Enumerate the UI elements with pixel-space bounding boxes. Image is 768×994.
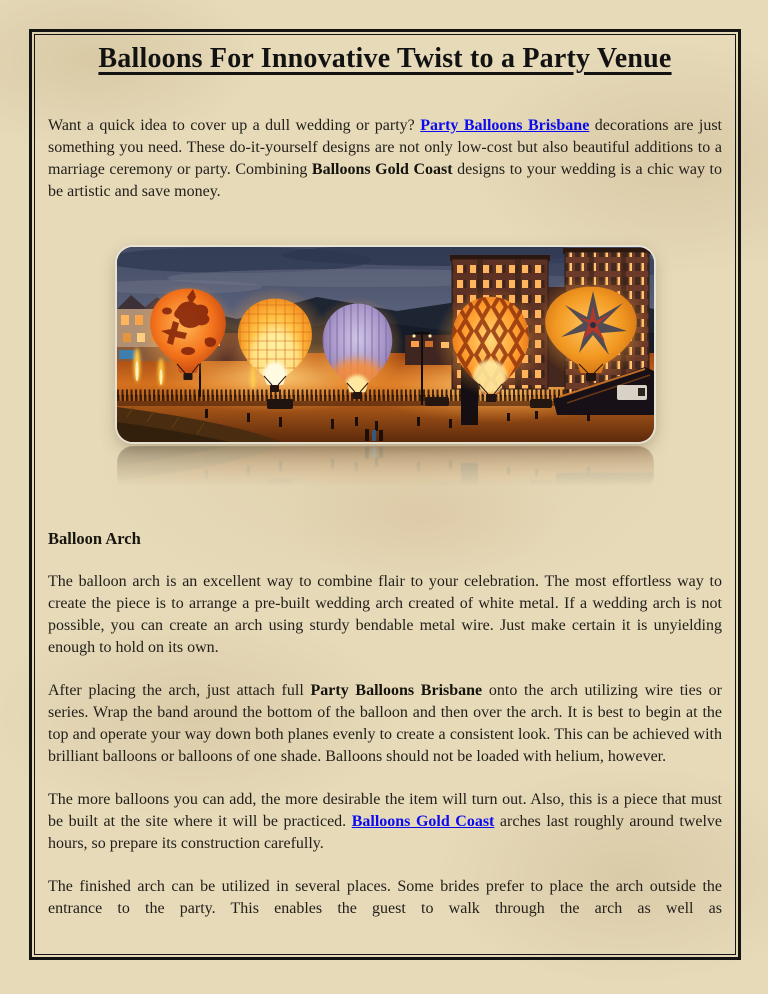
paragraph-text: After placing the arch, just attach full xyxy=(48,682,311,699)
party-balloons-brisbane-bold: Party Balloons Brisbane xyxy=(310,682,483,699)
photo-image xyxy=(117,247,654,442)
paragraph-text: arches last roughly around twelve hours, so prepare its construction carefully. xyxy=(48,813,723,852)
balloon-night-scene-mirror xyxy=(117,446,654,492)
paragraph-text: decorations are just something you need. These do-it-yourself designs are not only low-cost but also beautiful additions to a marriage ceremony or party. Combining xyxy=(48,117,723,178)
paragraph-text: Want a quick idea to cover up a dull wedding or party? xyxy=(48,117,421,134)
body-paragraph xyxy=(48,789,722,855)
paragraph-text: designs to your wedding is a chic way to be artistic and save money. xyxy=(48,161,722,200)
balloons-gold-coast-bold: Balloons Gold Coast xyxy=(311,161,453,178)
balloon-festival-photo xyxy=(117,247,654,492)
body-paragraph xyxy=(48,680,722,768)
body-paragraph: The balloon arch is an excellent way to combine flair to your celebration. The most effortless way to create the piece is to arrange a pre-built wedding arch created of white metal. If a wedding arch is not possible, you can create an arch using sturdy bendable metal wire. Just make certain it is unyielding enough to hold on its own. xyxy=(48,573,722,656)
intro-paragraph xyxy=(48,115,722,203)
party-balloons-brisbane-link[interactable]: Party Balloons Brisbane xyxy=(420,117,590,134)
balloons-gold-coast-link[interactable]: Balloons Gold Coast xyxy=(351,813,495,830)
page-border xyxy=(29,29,741,960)
photo-reflection xyxy=(117,446,654,492)
paragraph-text: The more balloons you can add, the more desirable the item will turn out. Also, this is a piece that must be built at the site where it will be practiced. xyxy=(48,791,722,830)
section-heading-balloon-arch: Balloon Arch xyxy=(48,529,141,548)
paragraph-text: onto the arch utilizing wire ties or series. Wrap the band around the bottom of the balloon and then over the arch. It is best to begin at the top and operate your way down both planes evenly to create a consistent look. This can be achieved with brilliant balloons or balloons of one shade. Balloons should not be loaded with helium, however. xyxy=(48,682,723,765)
page-title: Balloons For Innovative Twist to a Party Venue xyxy=(98,43,672,74)
body-paragraph-cutoff: The finished arch can be utilized in several places. Some brides prefer to place the arch outside the entrance to the party. This enables the guest to walk through the arch as well as xyxy=(48,878,722,917)
article-content xyxy=(35,35,735,954)
balloon-night-scene xyxy=(117,247,654,442)
